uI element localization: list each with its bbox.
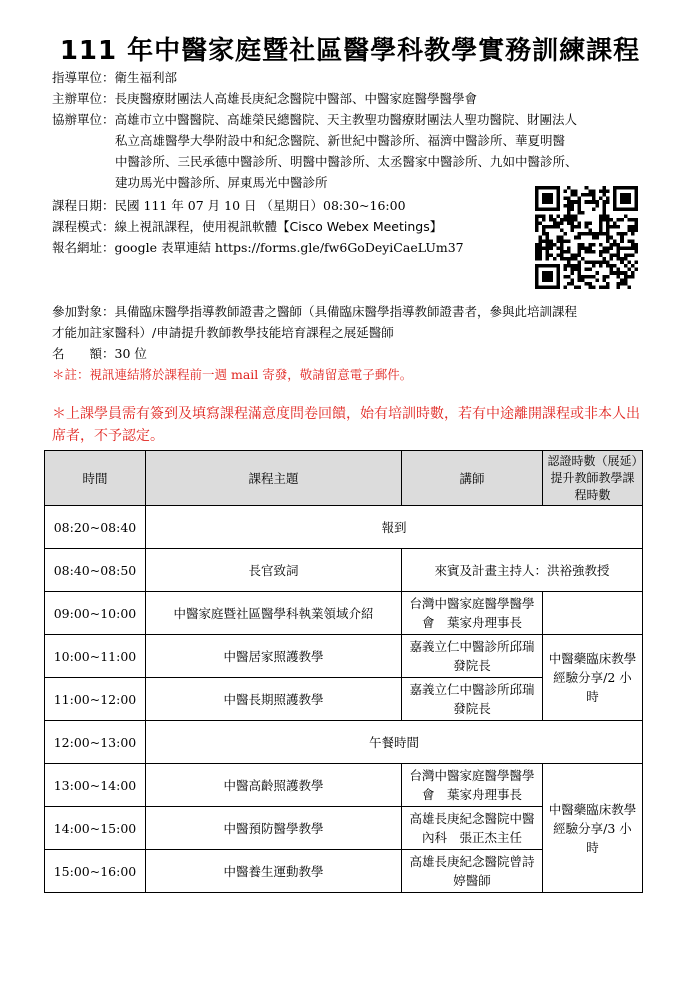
co-organizer-unit [52, 110, 577, 130]
qr-code [535, 186, 638, 289]
hours-cell-empty [543, 592, 643, 635]
audience-line: 才能加註家醫科）/申請提升教師教學技能培育課程之展延醫師 [52, 325, 394, 340]
attendance-notice: ＊上課學員需有簽到及填寫課程滿意度問卷回饋，始有培訓時數，若有中途離開課程或非本人出席者，不予認定。 [52, 406, 640, 444]
course-mode [52, 217, 442, 237]
hours-cell: 中醫藥臨床教學經驗分享/2 小時 [543, 635, 643, 721]
organizer-unit [52, 89, 477, 109]
time-cell: 12:00~13:00 [45, 721, 146, 764]
date-value: 民國 111 年 07 月 10 日 （星期日）08:30~16:00 [114, 198, 406, 213]
header-time: 時間 [45, 451, 146, 506]
time-cell: 08:20~08:40 [45, 506, 146, 549]
co-organizer-line: 中醫診所、三民承德中醫診所、明醫中醫診所、太丞醫家中醫診所、九如中醫診所、 [115, 154, 578, 169]
co-organizer-label: 協辦單位： [52, 112, 115, 127]
register-label: 報名網址： [52, 240, 115, 255]
header-speaker: 講師 [402, 451, 543, 506]
topic-cell: 中醫高齡照護教學 [146, 764, 402, 807]
guidance-label: 指導單位： [52, 70, 115, 85]
time-cell: 08:40~08:50 [45, 549, 146, 592]
mode-value-end: 】 [429, 219, 443, 234]
audience-line: 具備臨床醫學指導教師證書之醫師（具備臨床醫學指導教師證書者，參與此培訓課程 [114, 304, 578, 319]
date-label: 課程日期： [52, 198, 115, 213]
register-url [52, 238, 464, 258]
topic-cell: 中醫養生運動教學 [146, 850, 402, 893]
co-organizer-line: 私立高雄醫學大學附設中和紀念醫院、新世紀中醫診所、福濟中醫診所、華夏明醫 [115, 133, 566, 148]
quota-value: 30 位 [114, 346, 147, 361]
table-row [45, 592, 643, 635]
co-organizer-line: 高雄市立中醫醫院、高雄榮民總醫院、天主教聖功醫療財團法人聖功醫院、財團法人 [114, 112, 578, 127]
time-cell: 11:00~12:00 [45, 678, 146, 721]
hours-cell: 中醫藥臨床教學經驗分享/3 小時 [543, 764, 643, 893]
speaker-cell: 來賓及計畫主持人：洪裕強教授 [402, 549, 643, 592]
table-row [45, 721, 643, 764]
email-note: ＊註：視訊連結將於課程前一週 mail 寄發，敬請留意電子郵件。 [52, 367, 413, 382]
header-hours: 認證時數（展延）提升教師教學課程時數 [543, 451, 643, 506]
organizer-value: 長庚醫療財團法人高雄長庚紀念醫院中醫部、中醫家庭醫學醫學會 [114, 91, 478, 106]
speaker-cell: 高雄長庚紀念醫院中醫內科 張正杰主任 [402, 807, 543, 850]
schedule-table [44, 450, 643, 893]
table-row [45, 549, 643, 592]
lunch-cell: 午餐時間 [146, 721, 643, 764]
audience-label: 參加對象： [52, 304, 115, 319]
table-row [45, 635, 643, 678]
topic-cell: 長官致詞 [146, 549, 402, 592]
guidance-unit [52, 68, 177, 88]
time-cell: 15:00~16:00 [45, 850, 146, 893]
topic-cell: 中醫居家照護教學 [146, 635, 402, 678]
software-name: Cisco Webex Meetings [289, 219, 430, 234]
mode-value: 線上視訊課程，使用視訊軟體【 [114, 219, 290, 234]
page-title: 111 年中醫家庭暨社區醫學科教學實務訓練課程 [59, 36, 641, 66]
quota [52, 344, 147, 364]
topic-cell: 中醫長期照護教學 [146, 678, 402, 721]
time-cell: 09:00~10:00 [45, 592, 146, 635]
header-topic: 課程主題 [146, 451, 402, 506]
topic-cell: 中醫家庭暨社區醫學科執業領域介紹 [146, 592, 402, 635]
speaker-cell: 高雄長庚紀念醫院曾詩婷醫師 [402, 850, 543, 893]
table-header-row [45, 451, 643, 506]
speaker-cell: 台灣中醫家庭醫學醫學會 葉家舟理事長 [402, 764, 543, 807]
time-cell: 13:00~14:00 [45, 764, 146, 807]
time-cell: 14:00~15:00 [45, 807, 146, 850]
speaker-cell: 嘉義立仁中醫診所邱瑞發院長 [402, 635, 543, 678]
topic-cell: 中醫預防醫學教學 [146, 807, 402, 850]
guidance-value: 衛生福利部 [114, 70, 178, 85]
organizer-label: 主辦單位： [52, 91, 115, 106]
register-link[interactable]: google 表單連結 https://forms.gle/fw6GoDeyiCaeLUm37 [114, 240, 464, 255]
registration-cell: 報到 [146, 506, 643, 549]
speaker-cell: 嘉義立仁中醫診所邱瑞發院長 [402, 678, 543, 721]
table-row [45, 506, 643, 549]
quota-label: 名 額： [52, 346, 115, 361]
time-cell: 10:00~11:00 [45, 635, 146, 678]
mode-label: 課程模式： [52, 219, 115, 234]
table-row [45, 764, 643, 807]
co-organizer-line: 建功馬光中醫診所、屏東馬光中醫診所 [115, 175, 328, 190]
audience [52, 302, 577, 322]
speaker-cell: 台灣中醫家庭醫學醫學會 葉家舟理事長 [402, 592, 543, 635]
course-date [52, 196, 406, 216]
